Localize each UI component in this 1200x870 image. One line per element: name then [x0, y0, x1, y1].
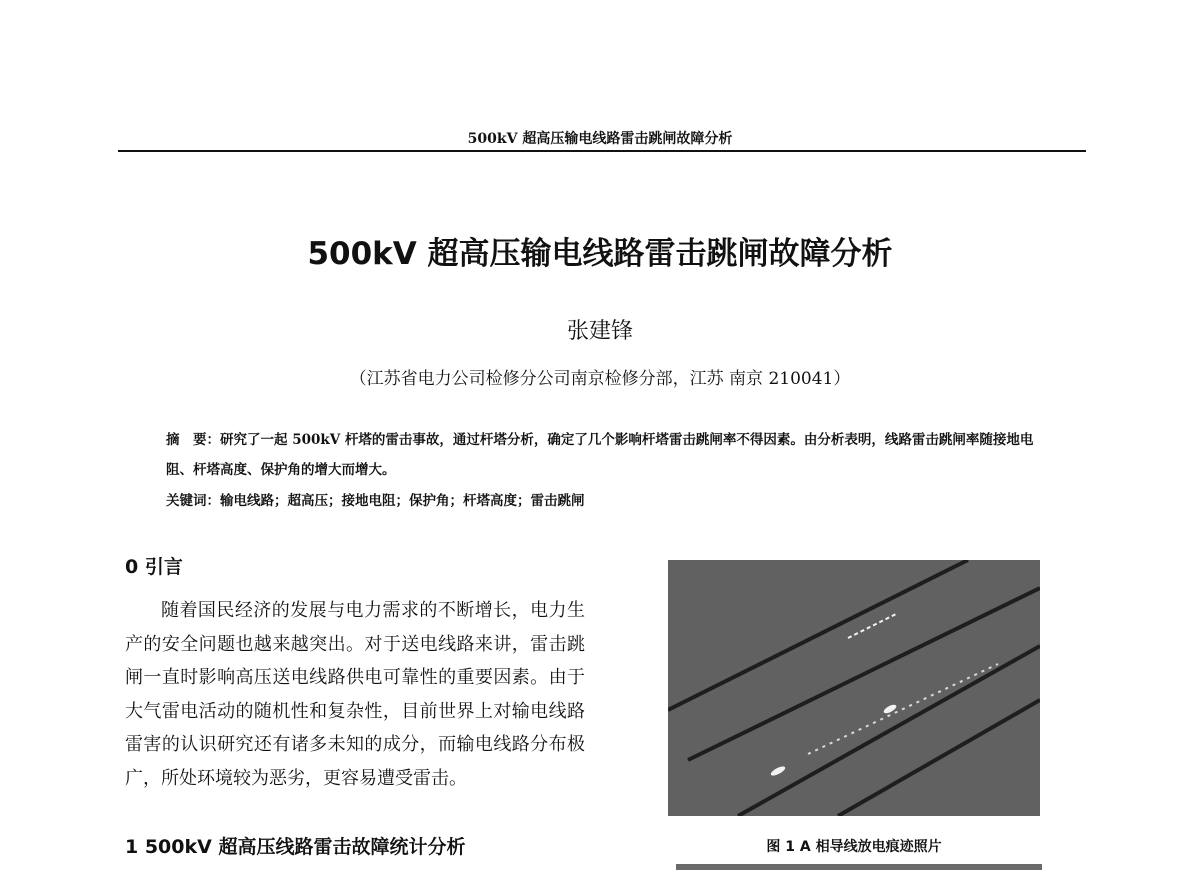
affiliation: （江苏省电力公司检修分公司南京检修分部，江苏 南京 210041） — [349, 369, 851, 389]
next-figure-top-edge — [676, 864, 1042, 870]
running-head: 500kV 超高压输电线路雷击跳闸故障分析 — [467, 131, 733, 147]
header-rule — [118, 150, 1086, 152]
keywords — [166, 486, 1046, 516]
section-0-paragraph: 随着国民经济的发展与电力需求的不断增长，电力生产的安全问题也越来越突出。对于送电线路来讲，雷击跳闸一直时影响高压送电线路供电可靠性的重要因素。由于大气雷电活动的随机性和复杂性，目前世界上对输电线路雷害的认识研究还有诸多未知的成分，而输电线路分布极广，所处环境较为恶劣，更容易遭受雷击。 — [125, 600, 585, 789]
author: 张建锋 — [566, 319, 633, 344]
keywords-text: 输电线路；超高压；接地电阻；保护角；杆塔高度；雷击跳闸 — [220, 493, 585, 509]
abstract-text: 研究了一起 500kV 杆塔的雷击事故，通过杆塔分析，确定了几个影响杆塔雷击跳闸率不得因素。由分析表明，线路雷击跳闸率随接地电阻、杆塔高度、保护角的增大而增大。 — [166, 432, 1034, 478]
section-0-heading: 0 引言 — [125, 556, 183, 578]
abstract-label: 摘 要： — [166, 432, 220, 448]
figure-1-caption: 图 1 A 相导线放电痕迹照片 — [766, 839, 942, 855]
conductor-photo — [668, 560, 1040, 816]
section-1-heading: 1 500kV 超高压线路雷击故障统计分析 — [125, 836, 466, 858]
photo-texture — [668, 560, 1040, 816]
keywords-label: 关键词： — [166, 493, 220, 509]
figure-1-photo — [668, 560, 1040, 816]
paper-title: 500kV 超高压输电线路雷击跳闸故障分析 — [307, 236, 893, 272]
abstract — [166, 425, 1046, 485]
